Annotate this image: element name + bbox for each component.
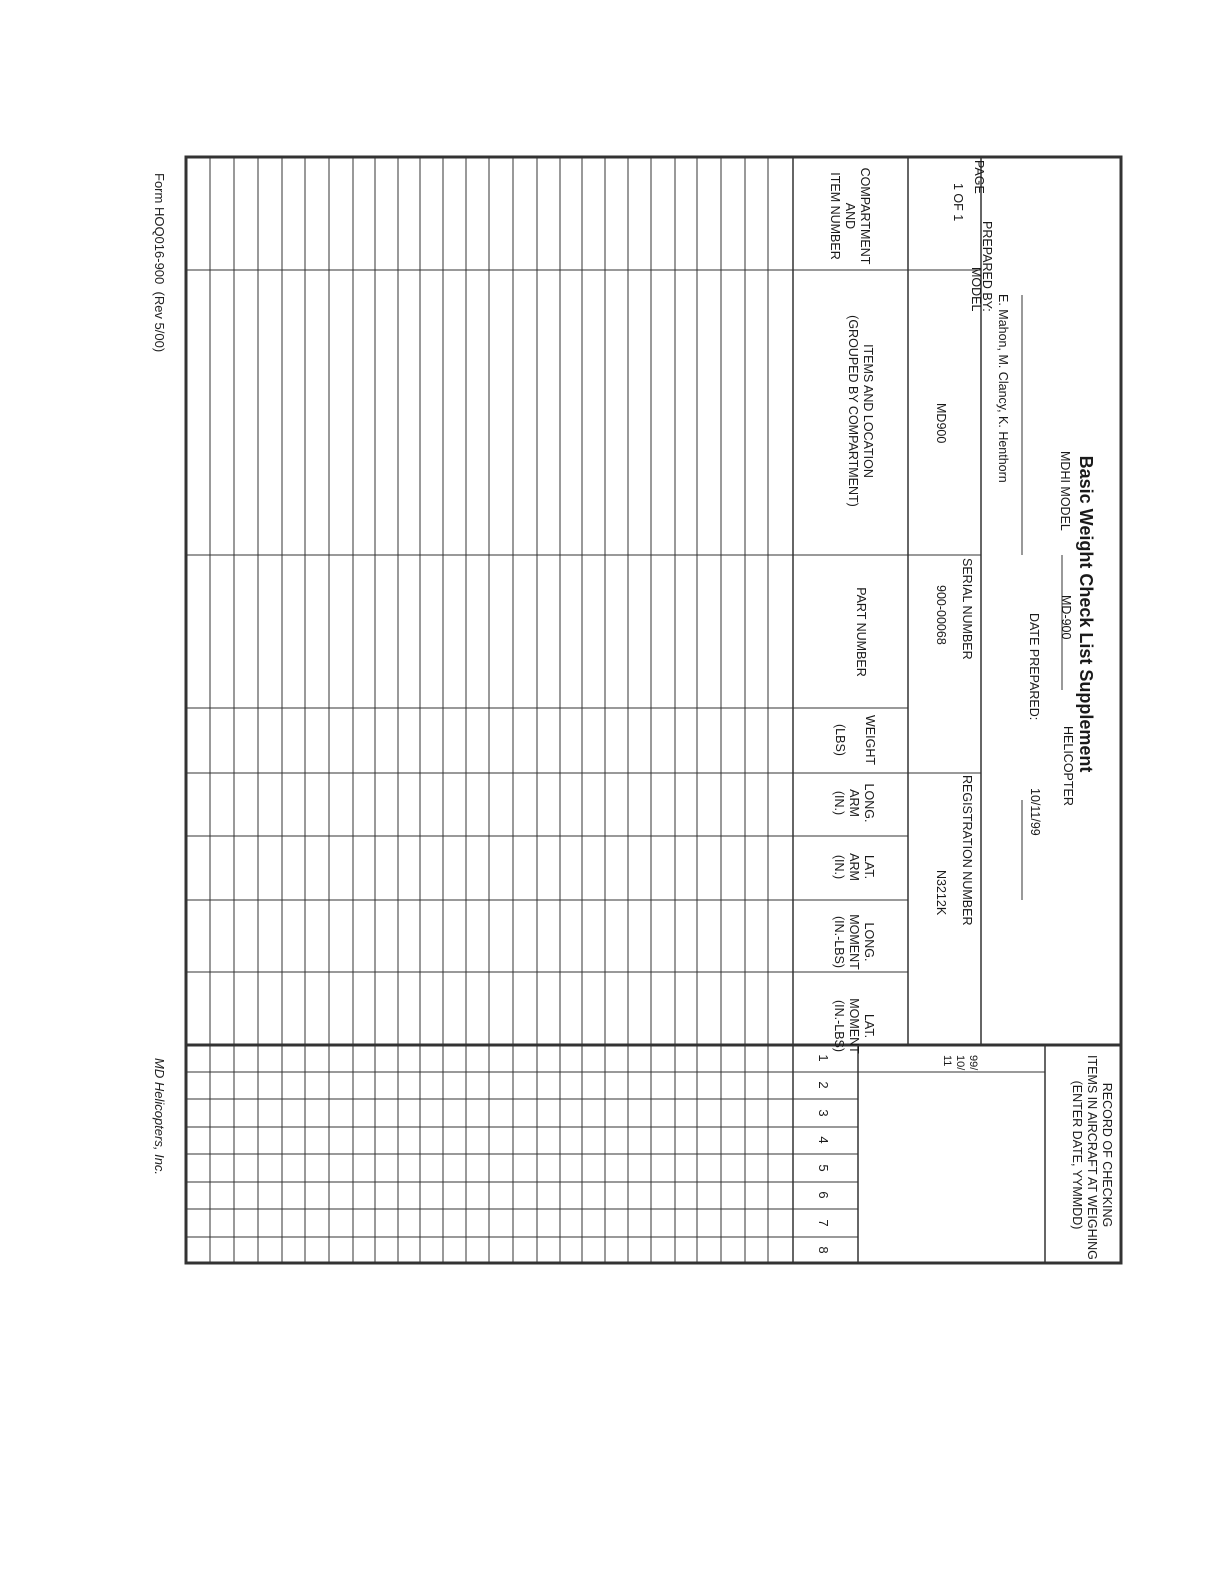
check-number-3: 3 [816,1109,831,1117]
record-of-checking-title: RECORD OF CHECKING ITEMS IN AIRCRAFT AT WEIGHING (ENTER DATE, YYMMDD) [1070,1055,1114,1260]
page-label: PAGE [972,160,986,194]
weight-header: WEIGHT (LBS) [833,715,877,765]
mdhi-model-value: MD-900 [1059,595,1073,640]
helicopter-label: HELICOPTER [1061,726,1075,806]
date-prepared-value: 10/11/99 [1028,788,1042,836]
check-number-5: 5 [816,1164,831,1172]
company-name: MD Helicopters, Inc. [152,1058,167,1176]
model-label: MODEL [969,267,983,312]
check-number-6: 6 [816,1191,831,1199]
prepared-by-label: PREPARED BY: [980,221,994,312]
part-number-header: PART NUMBER [854,587,868,677]
registration-number-value: N3212K [934,870,948,916]
lat-moment-header: LAT. MOMENT (IN.-LBS) [832,998,876,1054]
check-number-4: 4 [816,1136,831,1144]
compartment-header: COMPARTMENT AND ITEM NUMBER [828,167,872,265]
serial-number-label: SERIAL NUMBER [960,558,974,660]
items-location-header: ITEMS AND LOCATION (GROUPED BY COMPARTMENT) [846,315,875,507]
check-number-1: 1 [816,1054,831,1062]
mdhi-model-label: MDHI MODEL [1058,451,1072,531]
check-number-2: 2 [816,1081,831,1089]
check-number-8: 8 [816,1246,831,1254]
record-date-entry: 99/ 10/ 11 [941,1055,979,1071]
model-value: MD900 [934,403,948,444]
lat-arm-header: LAT. ARM (IN.) [832,853,876,881]
form-title: Basic Weight Check List Supplement [1076,455,1096,773]
long-moment-header: LONG. MOMENT (IN.-LBS) [832,914,876,970]
long-arm-header: LONG. ARM (IN.) [832,783,876,823]
registration-number-label: REGISTRATION NUMBER [960,775,974,926]
form-id: Form HOQ016-900 (Rev 5/00) [152,173,167,353]
prepared-by-value: E. Mahon, M. Clancy, K. Henthorn [996,294,1010,483]
date-prepared-label: DATE PREPARED: [1027,613,1041,721]
check-number-7: 7 [816,1219,831,1227]
serial-number-value: 900-00068 [934,585,948,645]
page-value: 1 OF 1 [951,183,965,222]
